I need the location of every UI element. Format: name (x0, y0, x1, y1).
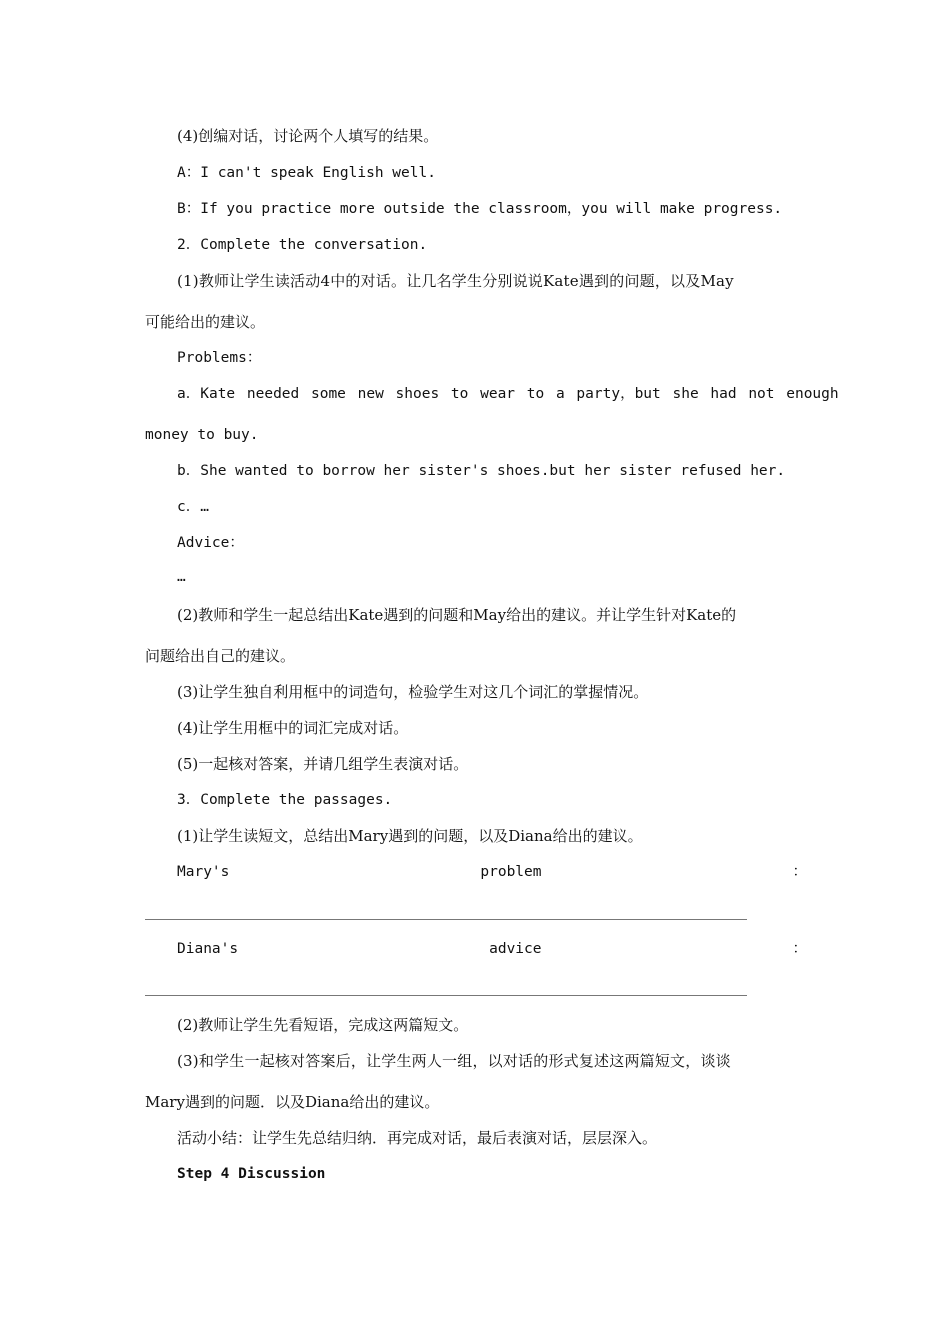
section-heading-2: 2．Complete the conversation. (177, 237, 428, 253)
paragraph-pair-retell: (3)和学生一起核对答案后，让学生两人一组，以对话的形式复述这两篇短文，谈谈 (177, 1052, 731, 1070)
paragraph-read-activity-4: (1)教师让学生读活动4中的对话。让几名学生分别说说Kate遇到的问题，以及May (177, 272, 734, 290)
paragraph-read-activity-4-cont: 可能给出的建议。 (145, 313, 266, 331)
colon-1: ： (792, 864, 807, 880)
problem-a-cont: money to buy. (145, 427, 259, 443)
fill-in-advice-row (177, 939, 807, 959)
paragraph-make-sentences: (3)让学生独自利用框中的词造句，检验学生对这几个词汇的掌握情况。 (177, 683, 649, 701)
section-heading-3: 3．Complete the passages. (177, 792, 393, 808)
problem-word: problem (480, 864, 542, 880)
answer-line-1 (145, 919, 747, 920)
advice-word: advice (489, 941, 542, 957)
paragraph-summarize: (2)教师和学生一起总结出Kate遇到的问题和May给出的建议。并让学生针对Kate的 (177, 606, 737, 624)
advice-ellipsis: … (177, 569, 186, 585)
problem-c: c．… (177, 499, 209, 515)
colon-2: ： (792, 941, 807, 957)
problems-label: Problems： (177, 350, 262, 366)
problem-a: a．Kate needed some new shoes to wear to a party，but she had not enough (177, 386, 839, 402)
dialogue-line-b: B：If you practice more outside the classroom，you will make progress. (177, 201, 783, 217)
paragraph-read-passage: (1)让学生读短文，总结出Mary遇到的问题，以及Diana给出的建议。 (177, 827, 643, 845)
paragraph-check-answers: (5)一起核对答案，并请几组学生表演对话。 (177, 755, 469, 773)
advice-label: Advice： (177, 535, 244, 551)
paragraph-complete-dialogue: (4)让学生用框中的词汇完成对话。 (177, 719, 409, 737)
paragraph-read-phrases: (2)教师让学生先看短语，完成这两篇短文。 (177, 1016, 469, 1034)
dialogue-line-a: A：I can't speak English well. (177, 165, 436, 181)
mary-label: Mary's (177, 864, 230, 880)
fill-in-problem-row (177, 862, 807, 882)
activity-summary: 活动小结：让学生先总结归纳．再完成对话，最后表演对话，层层深入。 (177, 1129, 658, 1147)
answer-line-2 (145, 995, 747, 996)
diana-label: Diana's (177, 941, 239, 957)
paragraph-summarize-cont: 问题给出自己的建议。 (145, 647, 296, 665)
step-4-heading: Step 4 Discussion (177, 1166, 326, 1182)
paragraph-create-dialogue: (4)创编对话，讨论两个人填写的结果。 (177, 127, 439, 145)
paragraph-pair-retell-cont: Mary遇到的问题．以及Diana给出的建议。 (145, 1093, 440, 1111)
problem-b: b．She wanted to borrow her sister's shoes.but her sister refused her. (177, 463, 786, 479)
